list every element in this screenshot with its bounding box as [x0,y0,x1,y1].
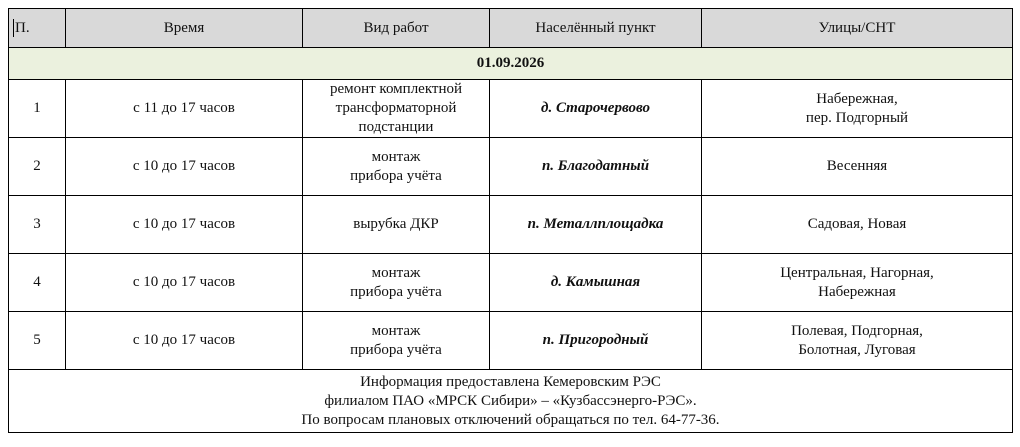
header-work: Вид работ [303,9,490,48]
row-streets-line: Весенняя [826,158,888,174]
row-streets [702,80,1013,138]
row-work-line: ремонт комплектной [329,81,463,97]
row-streets-line: Набережная, [816,90,898,107]
date-cell: 01.09.2026 [9,48,1013,80]
row-number: 1 [9,80,66,138]
row-work [303,80,490,138]
table-row [9,80,1013,138]
row-work-line: прибора учёта [350,167,442,184]
row-work [303,254,490,312]
footer-info [9,370,1013,433]
row-streets [702,312,1013,370]
row-number: 2 [9,138,66,196]
row-work-line: трансформаторной [335,100,457,116]
header-streets: Улицы/СНТ [702,9,1013,48]
header-place: Населённый пункт [490,9,702,48]
footer-line: Информация предоставлена Кемеровским РЭС [360,373,661,390]
date-row [9,48,1013,80]
row-time: с 10 до 17 часов [66,312,303,370]
row-work-line: монтаж [371,322,421,339]
row-streets-line: Садовая, Новая [807,216,907,232]
row-streets-line: пер. Подгорный [805,109,909,126]
table-row [9,254,1013,312]
row-streets-line: Набережная [818,283,896,300]
footer-line: филиалом ПАО «МРСК Сибири» – «Кузбассэнерго-РЭС». [324,392,697,409]
row-streets [702,138,1013,196]
row-place: д. Старочервово [490,80,702,138]
row-streets-line: Болотная, Луговая [798,341,916,358]
header-time: Время [66,9,303,48]
row-number: 3 [9,196,66,254]
table-row [9,196,1013,254]
outage-schedule-table [8,8,1013,433]
row-streets [702,196,1013,254]
row-time: с 10 до 17 часов [66,196,303,254]
row-number: 5 [9,312,66,370]
footer-row [9,370,1013,433]
footer-line: По вопросам плановых отключений обращаться по тел. 64-77-36. [301,411,720,428]
header-row [9,9,1013,48]
row-time: с 11 до 17 часов [66,80,303,138]
row-number: 4 [9,254,66,312]
table-row [9,138,1013,196]
row-place: п. Пригородный [490,312,702,370]
row-place: п. Благодатный [490,138,702,196]
row-time: с 10 до 17 часов [66,138,303,196]
row-work [303,138,490,196]
row-time: с 10 до 17 часов [66,254,303,312]
row-work [303,312,490,370]
table-row [9,312,1013,370]
row-place: д. Камышная [490,254,702,312]
row-work-line: монтаж [371,264,421,281]
row-place: п. Металлплощадка [490,196,702,254]
row-work-line: прибора учёта [350,341,442,358]
row-work-line: подстанции [358,119,434,135]
row-work-line: вырубка ДКР [353,216,439,232]
row-work-line: монтаж [371,148,421,165]
row-work [303,196,490,254]
row-work-line: прибора учёта [350,283,442,300]
row-streets-line: Полевая, Подгорная, [791,322,923,339]
text-cursor [13,19,14,37]
header-number: П. [9,9,66,48]
row-streets [702,254,1013,312]
row-streets-line: Центральная, Нагорная, [780,264,934,281]
